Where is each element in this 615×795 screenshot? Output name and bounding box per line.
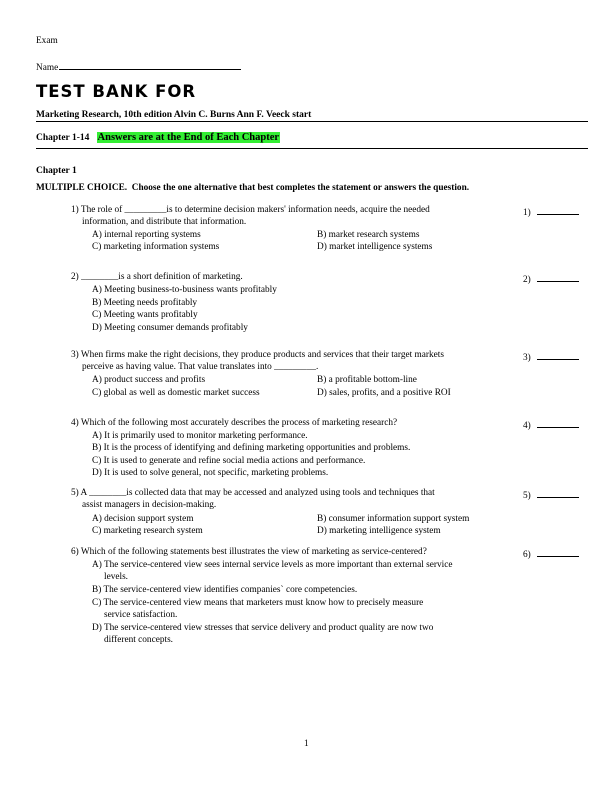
- option-c[interactable]: C) The service-centered view means that marketers must know how to precisely measure: [92, 598, 424, 608]
- question-text-line: 2) ________is a short definition of marketing.: [71, 272, 243, 282]
- answer-label: 2): [523, 275, 531, 285]
- option-d-cont: different concepts.: [104, 635, 174, 645]
- option-c[interactable]: C) marketing information systems: [92, 242, 220, 252]
- option-d[interactable]: D) market intelligence systems: [317, 242, 433, 252]
- option-a-line: A) The service-centered view sees internal service levels as more important than external service: [92, 560, 453, 570]
- page-number: 1: [304, 739, 309, 749]
- name-label: Name: [36, 63, 59, 73]
- question-text-line: assist managers in decision-making.: [82, 500, 217, 510]
- answer-underline: [537, 418, 579, 428]
- chapter-heading: Chapter 1: [36, 166, 77, 176]
- option-c[interactable]: C) marketing research system: [92, 526, 203, 536]
- chapter-range-label: Chapter 1-14: [36, 133, 90, 143]
- answer-label: 1): [523, 208, 531, 218]
- exam-label: Exam: [36, 36, 58, 46]
- answer-blank-6[interactable]: [523, 547, 579, 560]
- option-a[interactable]: A) Meeting business-to-business wants profitably: [92, 285, 277, 295]
- option-d[interactable]: D) marketing intelligence system: [317, 526, 441, 536]
- question-text-line: 5) A ________is collected data that may be accessed and analyzed using tools and techniques that: [71, 488, 435, 498]
- name-underline: [59, 60, 241, 70]
- answer-blank-1[interactable]: [523, 205, 579, 218]
- option-c[interactable]: C) Meeting wants profitably: [92, 310, 198, 320]
- option-b[interactable]: B) a profitable bottom-line: [317, 375, 417, 385]
- answer-underline: [537, 488, 579, 498]
- option-a[interactable]: A) decision support system: [92, 514, 194, 524]
- option-d[interactable]: D) The service-centered view stresses that service delivery and product quality are now two: [92, 623, 434, 633]
- instructions-text: Choose the one alternative that best completes the statement or answers the question.: [131, 183, 470, 193]
- answer-underline: [537, 205, 579, 215]
- option-c-cont: service satisfaction.: [104, 610, 178, 620]
- answer-blank-4[interactable]: [523, 418, 579, 431]
- option-b[interactable]: B) It is the process of identifying and defining marketing opportunities and problems.: [92, 443, 411, 453]
- divider-bottom: [36, 148, 588, 149]
- subtitle: Marketing Research, 10th edition Alvin C. Burns Ann F. Veeck start: [36, 110, 312, 120]
- name-field: [36, 60, 241, 73]
- instructions: [36, 183, 469, 193]
- chapter-range: [36, 132, 280, 143]
- answer-label: 6): [523, 550, 531, 560]
- option-a[interactable]: [92, 560, 452, 570]
- option-d[interactable]: D) Meeting consumer demands profitably: [92, 323, 248, 333]
- option-a[interactable]: A) internal reporting systems: [92, 230, 201, 240]
- answer-label: 5): [523, 491, 531, 501]
- option-d[interactable]: D) sales, profits, and a positive ROI: [317, 388, 451, 398]
- question-text-line: 1) The role of _________is to determine decision makers' information needs, acquire the needed: [71, 205, 430, 215]
- question-text-line: 4) Which of the following most accurately describes the process of marketing research?: [71, 418, 398, 428]
- question-text-line: information, and distribute that information.: [82, 217, 247, 227]
- option-b[interactable]: B) consumer information support system: [317, 514, 470, 524]
- answer-label: 4): [523, 421, 531, 431]
- option-d[interactable]: D) It is used to solve general, not specific, marketing problems.: [92, 468, 329, 478]
- answer-underline: [537, 350, 579, 360]
- question-text-line: 3) When firms make the right decisions, they produce products and services that their target markets: [71, 350, 444, 360]
- option-a[interactable]: A) product success and profits: [92, 375, 206, 385]
- divider-top: [36, 121, 588, 122]
- option-a[interactable]: A) It is primarily used to monitor marketing performance.: [92, 431, 308, 441]
- answer-blank-3[interactable]: [523, 350, 579, 363]
- question-text-line: 6) Which of the following statements best illustrates the view of marketing as service-centered?: [71, 547, 427, 557]
- answer-underline: [537, 272, 579, 282]
- answer-underline: [537, 547, 579, 557]
- instructions-type: MULTIPLE CHOICE.: [36, 183, 128, 193]
- question-text-line: perceive as having value. That value translates into _________.: [82, 362, 319, 372]
- page-title: TEST BANK FOR: [36, 82, 197, 101]
- answer-blank-2[interactable]: [523, 272, 579, 285]
- option-a-cont: levels.: [104, 572, 129, 582]
- option-c[interactable]: C) It is used to generate and refine social media actions and performance.: [92, 456, 366, 466]
- option-b[interactable]: B) Meeting needs profitably: [92, 298, 198, 308]
- option-b[interactable]: B) The service-centered view identifies companies` core competencies.: [92, 585, 358, 595]
- answer-label: 3): [523, 353, 531, 363]
- option-c[interactable]: C) global as well as domestic market success: [92, 388, 260, 398]
- answer-blank-5[interactable]: [523, 488, 579, 501]
- answers-note-highlight: Answers are at the End of Each Chapter: [97, 132, 280, 143]
- option-b[interactable]: B) market research systems: [317, 230, 420, 240]
